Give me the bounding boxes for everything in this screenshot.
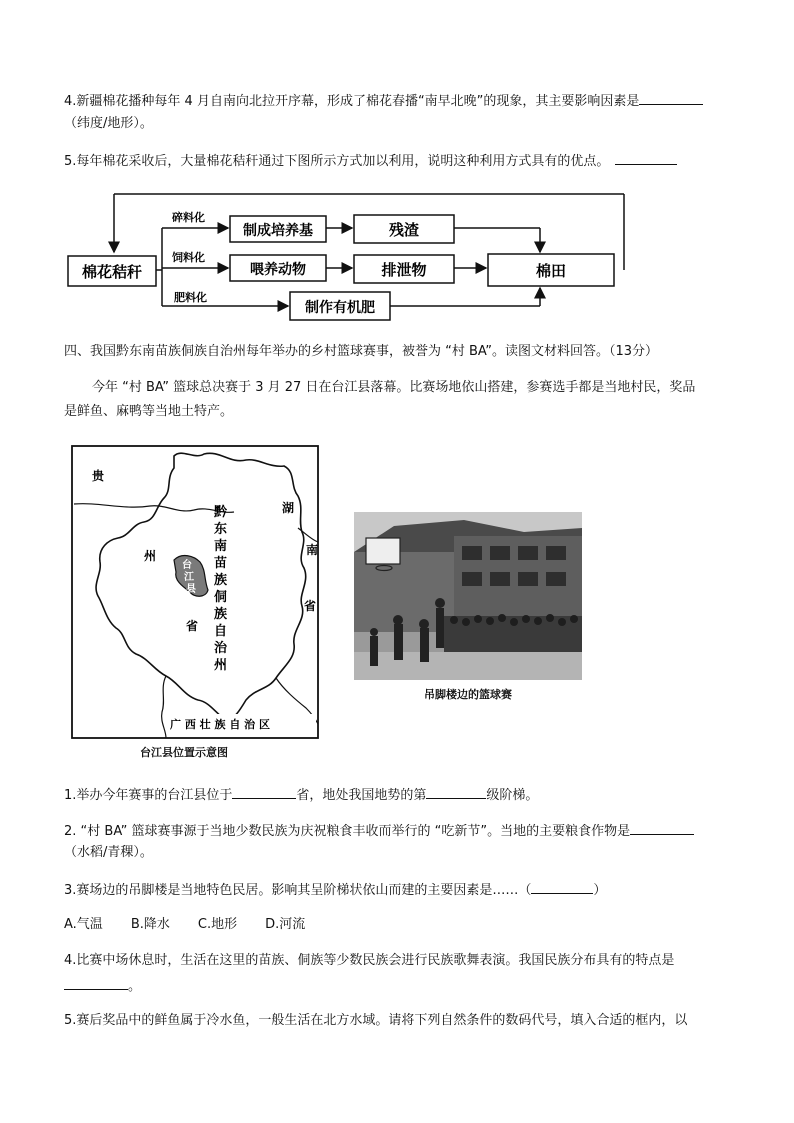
question-4-cotton xyxy=(64,90,703,112)
option-c: C.地形 xyxy=(197,917,238,932)
answer-blank[interactable] xyxy=(615,150,677,165)
question-3-text: 3.赛场边的吊脚楼是当地特色民居。影响其呈阶梯状依山而建的主要因素是……（ xyxy=(64,883,532,898)
answer-blank-ethnic[interactable] xyxy=(64,975,128,990)
prefecture-char: 自 xyxy=(214,624,228,639)
intro-line-1: 今年 “村 BA” 篮球总决赛于 3 月 27 日在台江县落幕。比赛场地依山搭建，参赛选手都是当地村民，奖品 xyxy=(92,380,696,395)
question-2-text: 2. “村 BA” 篮球赛事源于当地少数民族为庆祝粮食丰收而举行的 “吃新节”。当地的主要粮食作物是 xyxy=(64,824,631,839)
answer-blank[interactable] xyxy=(639,90,703,105)
map-label-jiang: 江 xyxy=(184,572,194,583)
question-4-answer-line xyxy=(64,975,141,997)
prefecture-char: 南 xyxy=(214,539,228,554)
prefecture-char: 黔 xyxy=(214,505,228,520)
map-label-guangxi: 广 西 壮 族 自 治 区 xyxy=(170,718,270,731)
option-d: D.河流 xyxy=(265,917,306,932)
map-label-hu: 湖 xyxy=(282,501,295,515)
question-3-factor xyxy=(64,879,606,901)
answer-blank-step[interactable] xyxy=(426,784,486,799)
box-organic-fertilizer-label: 制作有机肥 xyxy=(305,300,375,316)
path-label-feed: 饲料化 xyxy=(172,251,205,264)
option-b: B.降水 xyxy=(130,917,170,932)
taijiang-location-map xyxy=(70,444,320,740)
question-5-text: 5.每年棉花采收后，大量棉花秸秆通过下图所示方式加以利用，说明这种利用方式具有的优点。 xyxy=(64,154,610,169)
map-caption: 台江县位置示意图 xyxy=(140,746,228,759)
basketball-photo xyxy=(354,512,582,680)
prefecture-char: 侗 xyxy=(214,590,228,605)
question-1-text-a: 1.举办今年赛事的台江县位于 xyxy=(64,788,233,803)
box-residue-label: 残渣 xyxy=(388,221,420,239)
answer-blank-choice[interactable] xyxy=(531,879,593,894)
box-substrate-label: 制成培养基 xyxy=(243,223,313,239)
section-4-heading: 四、我国黔东南苗族侗族自治州每年举办的乡村篮球赛事，被誉为 “村 BA”。读图文材料回答。（13分） xyxy=(64,344,658,359)
question-1-text-b: 省，地处我国地势的第 xyxy=(296,788,427,803)
map-label-zhou: 州 xyxy=(144,549,157,563)
question-4-hint: （纬度/地形）。 xyxy=(64,116,153,131)
map-label-tai: 台 xyxy=(182,560,192,571)
intro-line-2: 是鲜鱼、麻鸭等当地土特产。 xyxy=(64,404,234,419)
map-label-nan: 南 xyxy=(306,543,319,557)
map-label-gui: 贵 xyxy=(92,469,105,483)
map-label-sheng-hunan: 省 xyxy=(304,599,317,613)
question-2-crop xyxy=(64,820,694,842)
prefecture-char: 治 xyxy=(214,641,228,656)
straw-utilization-flowchart xyxy=(62,188,642,328)
question-2-hint: （水稻/青稞）。 xyxy=(64,845,153,860)
question-5-cotton xyxy=(64,150,677,172)
question-4-ethnic: 4.比赛中场休息时，生活在这里的苗族、侗族等少数民族会进行民族歌舞表演。我国民族分布具有的特点是 xyxy=(64,953,675,968)
question-1-location xyxy=(64,784,538,806)
map-label-sheng: 省 xyxy=(186,619,199,633)
question-3-close: ） xyxy=(593,883,607,898)
question-3-options xyxy=(64,915,305,935)
question-4-end: 。 xyxy=(128,979,142,994)
question-5-fish: 5.赛后奖品中的鲜鱼属于冷水鱼，一般生活在北方水域。请将下列自然条件的数码代号，填入合适的框内，以 xyxy=(64,1013,688,1028)
box-excrement-label: 排泄物 xyxy=(381,261,427,279)
prefecture-char: 族 xyxy=(214,607,228,622)
question-1-text-c: 级阶梯。 xyxy=(486,788,539,803)
prefecture-char: 苗 xyxy=(214,556,228,571)
map-label-xian: 县 xyxy=(186,584,196,595)
prefecture-char: 族 xyxy=(214,573,228,588)
box-feed-animals-label: 喂养动物 xyxy=(250,262,306,278)
prefecture-char: 州 xyxy=(214,658,228,673)
prefecture-char: 东 xyxy=(214,522,228,537)
box-cotton-field-label: 棉田 xyxy=(535,262,567,280)
answer-blank-crop[interactable] xyxy=(630,820,694,835)
box-cotton-straw-label: 棉花秸秆 xyxy=(81,263,143,281)
question-4-text: 4.新疆棉花播种每年 4 月自南向北拉开序幕，形成了棉花春播“南早北晚”的现象，其主要影响因素是 xyxy=(64,94,640,109)
photo-caption: 吊脚楼边的篮球赛 xyxy=(424,688,512,701)
backboard xyxy=(366,538,400,564)
option-a: A.气温 xyxy=(64,917,103,932)
answer-blank-province[interactable] xyxy=(232,784,296,799)
path-label-crush: 碎料化 xyxy=(172,211,205,224)
path-label-fertilizer: 肥料化 xyxy=(174,291,207,304)
